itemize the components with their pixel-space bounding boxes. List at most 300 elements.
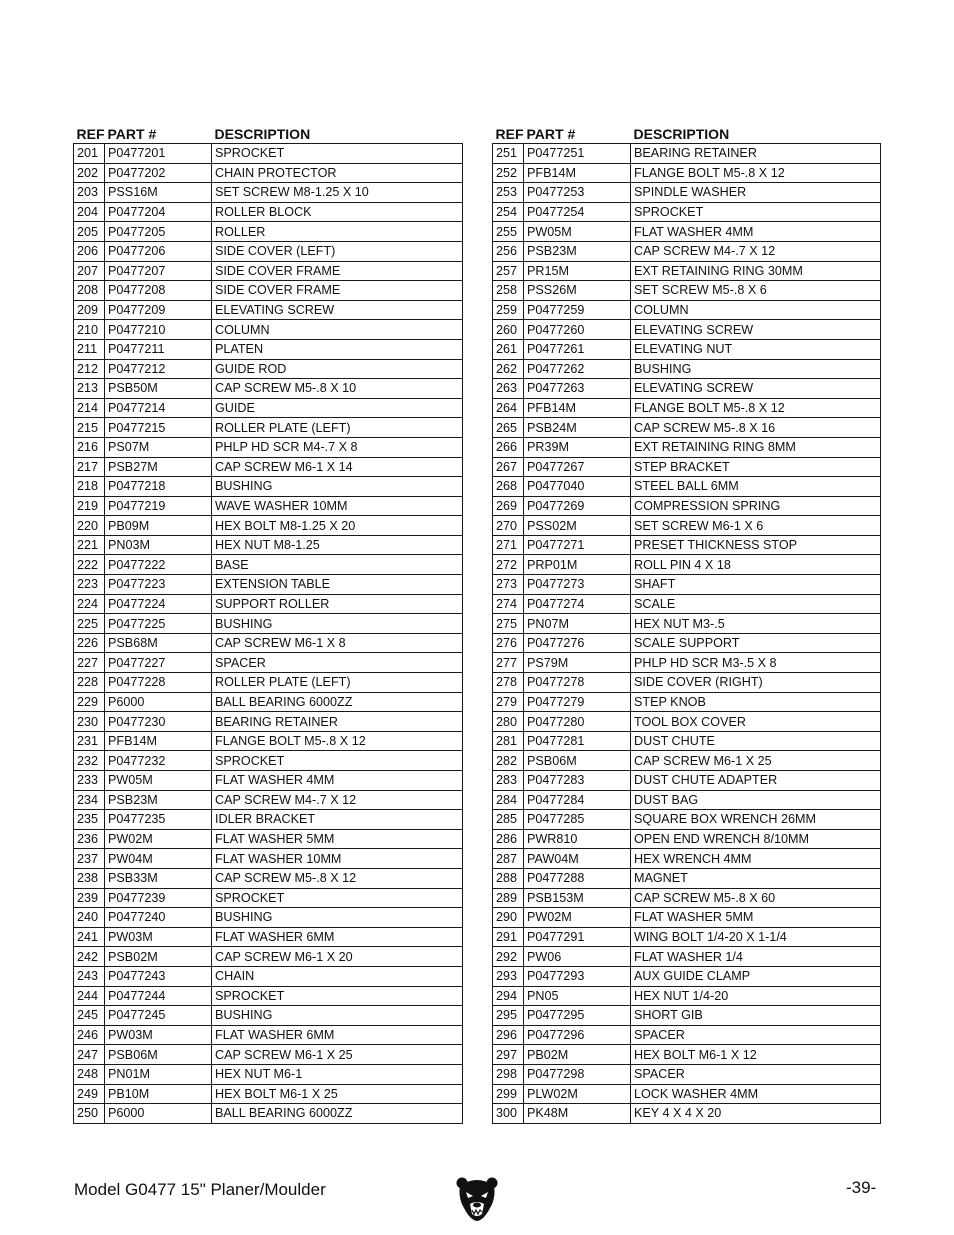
description-cell: HEX WRENCH 4MM [631,849,881,869]
ref-cell: 217 [74,457,105,477]
table-row [74,614,463,634]
table-row [493,1025,881,1045]
table-row [493,418,881,438]
part-number-cell: PS07M [105,437,212,457]
description-cell: FLANGE BOLT M5-.8 X 12 [631,163,881,183]
table-row [74,1006,463,1026]
table-row [493,1045,881,1065]
part-number-cell: P0477210 [105,320,212,340]
part-number-cell: P6000 [105,1104,212,1124]
description-cell: SPINDLE WASHER [631,183,881,203]
part-number-cell: P0477211 [105,339,212,359]
ref-cell: 236 [74,829,105,849]
description-cell: FLANGE BOLT M5-.8 X 12 [212,731,463,751]
part-number-cell: P0477281 [524,731,631,751]
table-row [74,673,463,693]
ref-cell: 275 [493,614,524,634]
part-number-cell: P0477276 [524,633,631,653]
part-number-cell: PAW04M [524,849,631,869]
ref-cell: 265 [493,418,524,438]
table-row [493,437,881,457]
table-row [74,1025,463,1045]
ref-cell: 286 [493,829,524,849]
ref-cell: 238 [74,868,105,888]
ref-cell: 281 [493,731,524,751]
part-number-cell: PSB02M [105,947,212,967]
part-number-cell: P0477288 [524,868,631,888]
table-row [493,673,881,693]
part-number-cell: PSB23M [105,790,212,810]
description-cell: CAP SCREW M4-.7 X 12 [212,790,463,810]
table-row [493,477,881,497]
table-row [493,947,881,967]
table-row [493,1006,881,1026]
part-number-cell: P0477298 [524,1064,631,1084]
ref-cell: 243 [74,966,105,986]
description-cell: FLAT WASHER 6MM [212,1025,463,1045]
table-row [74,496,463,516]
ref-cell: 209 [74,300,105,320]
part-number-cell: P0477240 [105,908,212,928]
description-cell: SHAFT [631,575,881,595]
parts-table-right [492,122,881,1124]
part-number-cell: P0477225 [105,614,212,634]
table-header-row [493,122,881,144]
table-row [493,398,881,418]
ref-cell: 227 [74,653,105,673]
ref-cell: 256 [493,241,524,261]
description-cell: SPROCKET [212,751,463,771]
part-number-cell: PWR810 [524,829,631,849]
description-cell: CAP SCREW M6-1 X 14 [212,457,463,477]
description-cell: SIDE COVER FRAME [212,281,463,301]
table-row [74,202,463,222]
description-cell: PRESET THICKNESS STOP [631,535,881,555]
part-number-cell: P0477214 [105,398,212,418]
part-number-cell: P0477218 [105,477,212,497]
description-cell: MAGNET [631,868,881,888]
ref-cell: 229 [74,692,105,712]
description-cell: BALL BEARING 6000ZZ [212,1104,463,1124]
part-number-cell: P0477283 [524,771,631,791]
ref-cell: 207 [74,261,105,281]
description-cell: ROLLER PLATE (LEFT) [212,418,463,438]
description-cell: ELEVATING SCREW [631,320,881,340]
description-cell: ELEVATING SCREW [212,300,463,320]
description-cell: CAP SCREW M5-.8 X 10 [212,379,463,399]
description-cell: KEY 4 X 4 X 20 [631,1104,881,1124]
table-row [74,320,463,340]
description-cell: HEX BOLT M6-1 X 12 [631,1045,881,1065]
part-number-cell: PB09M [105,516,212,536]
table-row [74,398,463,418]
table-row [493,751,881,771]
part-number-cell: PN01M [105,1064,212,1084]
part-number-cell: P0477261 [524,339,631,359]
ref-cell: 248 [74,1064,105,1084]
table-row [74,144,463,164]
table-row [493,359,881,379]
ref-cell: 296 [493,1025,524,1045]
ref-cell: 278 [493,673,524,693]
table-row [74,908,463,928]
ref-cell: 234 [74,790,105,810]
table-row [74,575,463,595]
description-cell: EXTENSION TABLE [212,575,463,595]
part-number-cell: P0477245 [105,1006,212,1026]
part-number-cell: PSB23M [524,241,631,261]
part-number-cell: P0477280 [524,712,631,732]
table-row [493,379,881,399]
parts-table-right-body [493,144,881,1124]
table-row [493,868,881,888]
ref-cell: 254 [493,202,524,222]
ref-cell: 247 [74,1045,105,1065]
part-number-cell: P0477271 [524,535,631,555]
page-number: -39- [846,1178,877,1197]
part-number-cell: P0477296 [524,1025,631,1045]
part-number-cell: PFB14M [524,398,631,418]
ref-cell: 239 [74,888,105,908]
table-row [493,339,881,359]
ref-cell: 251 [493,144,524,164]
description-cell: BASE [212,555,463,575]
part-number-cell: PSB06M [524,751,631,771]
part-number-cell: PSB153M [524,888,631,908]
description-cell: SPROCKET [212,144,463,164]
table-row [74,849,463,869]
table-row [74,633,463,653]
footer-model-title: Model G0477 15" Planer/Moulder [74,1180,326,1199]
ref-cell: 292 [493,947,524,967]
ref-cell: 274 [493,594,524,614]
ref-cell: 241 [74,927,105,947]
description-cell: STEP KNOB [631,692,881,712]
table-row [74,751,463,771]
part-header: PART # [526,126,576,142]
description-cell: BUSHING [212,477,463,497]
part-number-cell: P0477208 [105,281,212,301]
table-row [74,653,463,673]
part-number-cell: P0477273 [524,575,631,595]
description-header: DESCRIPTION [214,126,311,142]
part-number-cell: P0477205 [105,222,212,242]
table-row [74,222,463,242]
part-number-cell: P0477207 [105,261,212,281]
table-row [74,594,463,614]
ref-cell: 259 [493,300,524,320]
table-row [74,947,463,967]
ref-cell: 222 [74,555,105,575]
part-number-cell: PS79M [524,653,631,673]
part-number-cell: P0477253 [524,183,631,203]
description-cell: CHAIN PROTECTOR [212,163,463,183]
table-row [74,555,463,575]
ref-cell: 297 [493,1045,524,1065]
ref-cell: 267 [493,457,524,477]
description-cell: FLANGE BOLT M5-.8 X 12 [631,398,881,418]
table-row [493,261,881,281]
part-number-cell: P0477219 [105,496,212,516]
description-cell: IDLER BRACKET [212,810,463,830]
part-number-cell: PN07M [524,614,631,634]
part-number-cell: PSS26M [524,281,631,301]
part-number-cell: PW03M [105,927,212,947]
ref-cell: 233 [74,771,105,791]
part-number-cell: PW02M [524,908,631,928]
ref-cell: 300 [493,1104,524,1124]
description-cell: STEEL BALL 6MM [631,477,881,497]
ref-cell: 293 [493,966,524,986]
description-cell: BUSHING [212,1006,463,1026]
description-cell: SPACER [631,1025,881,1045]
description-cell: ROLLER PLATE (LEFT) [212,673,463,693]
ref-cell: 285 [493,810,524,830]
part-number-cell: PSB24M [524,418,631,438]
part-number-cell: PW06 [524,947,631,967]
part-number-cell: P0477244 [105,986,212,1006]
table-row [74,281,463,301]
part-number-cell: PSB33M [105,868,212,888]
ref-cell: 226 [74,633,105,653]
description-cell: SET SCREW M6-1 X 6 [631,516,881,536]
table-row [74,437,463,457]
ref-cell: 216 [74,437,105,457]
table-row [493,535,881,555]
part-number-cell: PB02M [524,1045,631,1065]
description-cell: CAP SCREW M6-1 X 25 [631,751,881,771]
description-cell: ELEVATING SCREW [631,379,881,399]
description-cell: BUSHING [631,359,881,379]
description-cell: HEX BOLT M8-1.25 X 20 [212,516,463,536]
description-cell: SIDE COVER (LEFT) [212,241,463,261]
ref-cell: 245 [74,1006,105,1026]
part-number-cell: P0477228 [105,673,212,693]
part-number-cell: P0477223 [105,575,212,595]
ref-cell: 240 [74,908,105,928]
description-cell: CAP SCREW M6-1 X 20 [212,947,463,967]
part-number-cell: P0477293 [524,966,631,986]
table-row [493,163,881,183]
description-cell: FLAT WASHER 6MM [212,927,463,947]
ref-cell: 246 [74,1025,105,1045]
part-number-cell: P0477212 [105,359,212,379]
table-row [493,829,881,849]
part-number-cell: PN03M [105,535,212,555]
table-row [493,888,881,908]
ref-cell: 225 [74,614,105,634]
table-row [493,144,881,164]
part-number-cell: P0477222 [105,555,212,575]
part-number-cell: P0477230 [105,712,212,732]
part-number-cell: P0477267 [524,457,631,477]
table-row [493,202,881,222]
description-cell: FLAT WASHER 4MM [631,222,881,242]
description-cell: CHAIN [212,966,463,986]
ref-cell: 204 [74,202,105,222]
description-cell: HEX NUT M8-1.25 [212,535,463,555]
part-number-cell: PSS16M [105,183,212,203]
ref-cell: 208 [74,281,105,301]
part-number-cell: P0477235 [105,810,212,830]
part-number-cell: P0477263 [524,379,631,399]
table-row [493,300,881,320]
ref-cell: 288 [493,868,524,888]
table-row [74,300,463,320]
ref-cell: 252 [493,163,524,183]
description-cell: SUPPORT ROLLER [212,594,463,614]
table-row [493,183,881,203]
table-row [74,535,463,555]
ref-cell: 228 [74,673,105,693]
table-row [74,692,463,712]
description-cell: CAP SCREW M5-.8 X 16 [631,418,881,438]
part-number-cell: P0477251 [524,144,631,164]
part-number-cell: P0477259 [524,300,631,320]
description-cell: CAP SCREW M4-.7 X 12 [631,241,881,261]
part-number-cell: P0477201 [105,144,212,164]
part-number-cell: PRP01M [524,555,631,575]
part-number-cell: P0477278 [524,673,631,693]
description-cell: WING BOLT 1/4-20 X 1-1/4 [631,927,881,947]
description-cell: GUIDE [212,398,463,418]
table-row [74,868,463,888]
part-number-cell: P0477227 [105,653,212,673]
part-number-cell: PB10M [105,1084,212,1104]
table-row [74,379,463,399]
table-row [493,986,881,1006]
description-cell: PLATEN [212,339,463,359]
ref-cell: 276 [493,633,524,653]
ref-cell: 291 [493,927,524,947]
ref-cell: 290 [493,908,524,928]
table-row [493,496,881,516]
ref-cell: 210 [74,320,105,340]
description-cell: CAP SCREW M6-1 X 8 [212,633,463,653]
ref-cell: 250 [74,1104,105,1124]
description-cell: TOOL BOX COVER [631,712,881,732]
ref-cell: 253 [493,183,524,203]
description-cell: SHORT GIB [631,1006,881,1026]
ref-cell: 260 [493,320,524,340]
description-cell: FLAT WASHER 5MM [212,829,463,849]
description-cell: STEP BRACKET [631,457,881,477]
table-row [74,888,463,908]
part-number-cell: PSB50M [105,379,212,399]
ref-cell: 299 [493,1084,524,1104]
ref-cell: 280 [493,712,524,732]
part-number-cell: P0477279 [524,692,631,712]
description-cell: SIDE COVER FRAME [212,261,463,281]
part-number-cell: PW04M [105,849,212,869]
ref-cell: 262 [493,359,524,379]
ref-cell: 203 [74,183,105,203]
table-row [74,790,463,810]
description-cell: HEX NUT 1/4-20 [631,986,881,1006]
parts-table-left-body [74,144,463,1124]
table-row [493,790,881,810]
ref-cell: 244 [74,986,105,1006]
table-row [74,477,463,497]
part-number-cell: PSB06M [105,1045,212,1065]
table-row [74,241,463,261]
description-cell: COLUMN [212,320,463,340]
table-row [74,261,463,281]
description-cell: DUST CHUTE ADAPTER [631,771,881,791]
table-row [493,555,881,575]
description-cell: AUX GUIDE CLAMP [631,966,881,986]
part-number-cell: PR15M [524,261,631,281]
ref-cell: 205 [74,222,105,242]
description-cell: SET SCREW M8-1.25 X 10 [212,183,463,203]
ref-cell: 258 [493,281,524,301]
ref-cell: 221 [74,535,105,555]
table-row [493,222,881,242]
table-row [74,183,463,203]
description-cell: FLAT WASHER 5MM [631,908,881,928]
table-row [74,418,463,438]
ref-header: REF [495,126,524,142]
description-cell: WAVE WASHER 10MM [212,496,463,516]
ref-cell: 206 [74,241,105,261]
ref-cell: 215 [74,418,105,438]
description-cell: HEX NUT M3-.5 [631,614,881,634]
description-cell: ROLL PIN 4 X 18 [631,555,881,575]
part-number-cell: P0477269 [524,496,631,516]
table-row [74,829,463,849]
part-number-cell: P0477232 [105,751,212,771]
part-number-cell: PW05M [105,771,212,791]
table-row [493,966,881,986]
description-cell: SPROCKET [631,202,881,222]
table-row [493,516,881,536]
ref-cell: 211 [74,339,105,359]
part-number-cell: PN05 [524,986,631,1006]
description-cell: BEARING RETAINER [631,144,881,164]
description-cell: SCALE [631,594,881,614]
table-row [74,1084,463,1104]
ref-cell: 202 [74,163,105,183]
parts-table-left [73,122,463,1124]
table-row [74,986,463,1006]
description-cell: SQUARE BOX WRENCH 26MM [631,810,881,830]
table-row [493,594,881,614]
table-row [74,339,463,359]
table-row [74,1104,463,1124]
ref-header: REF [76,126,105,142]
part-number-cell: P6000 [105,692,212,712]
part-number-cell: P0477202 [105,163,212,183]
table-row [493,712,881,732]
part-number-cell: PFB14M [524,163,631,183]
part-number-cell: P0477295 [524,1006,631,1026]
part-number-cell: P0477274 [524,594,631,614]
table-row [74,810,463,830]
table-row [74,712,463,732]
ref-cell: 294 [493,986,524,1006]
description-cell: COMPRESSION SPRING [631,496,881,516]
part-number-cell: PSS02M [524,516,631,536]
ref-cell: 249 [74,1084,105,1104]
description-cell: SPACER [212,653,463,673]
table-row [74,163,463,183]
description-cell: SPROCKET [212,888,463,908]
table-row [493,731,881,751]
ref-cell: 242 [74,947,105,967]
part-number-cell: P0477262 [524,359,631,379]
ref-cell: 282 [493,751,524,771]
part-number-cell: PSB27M [105,457,212,477]
